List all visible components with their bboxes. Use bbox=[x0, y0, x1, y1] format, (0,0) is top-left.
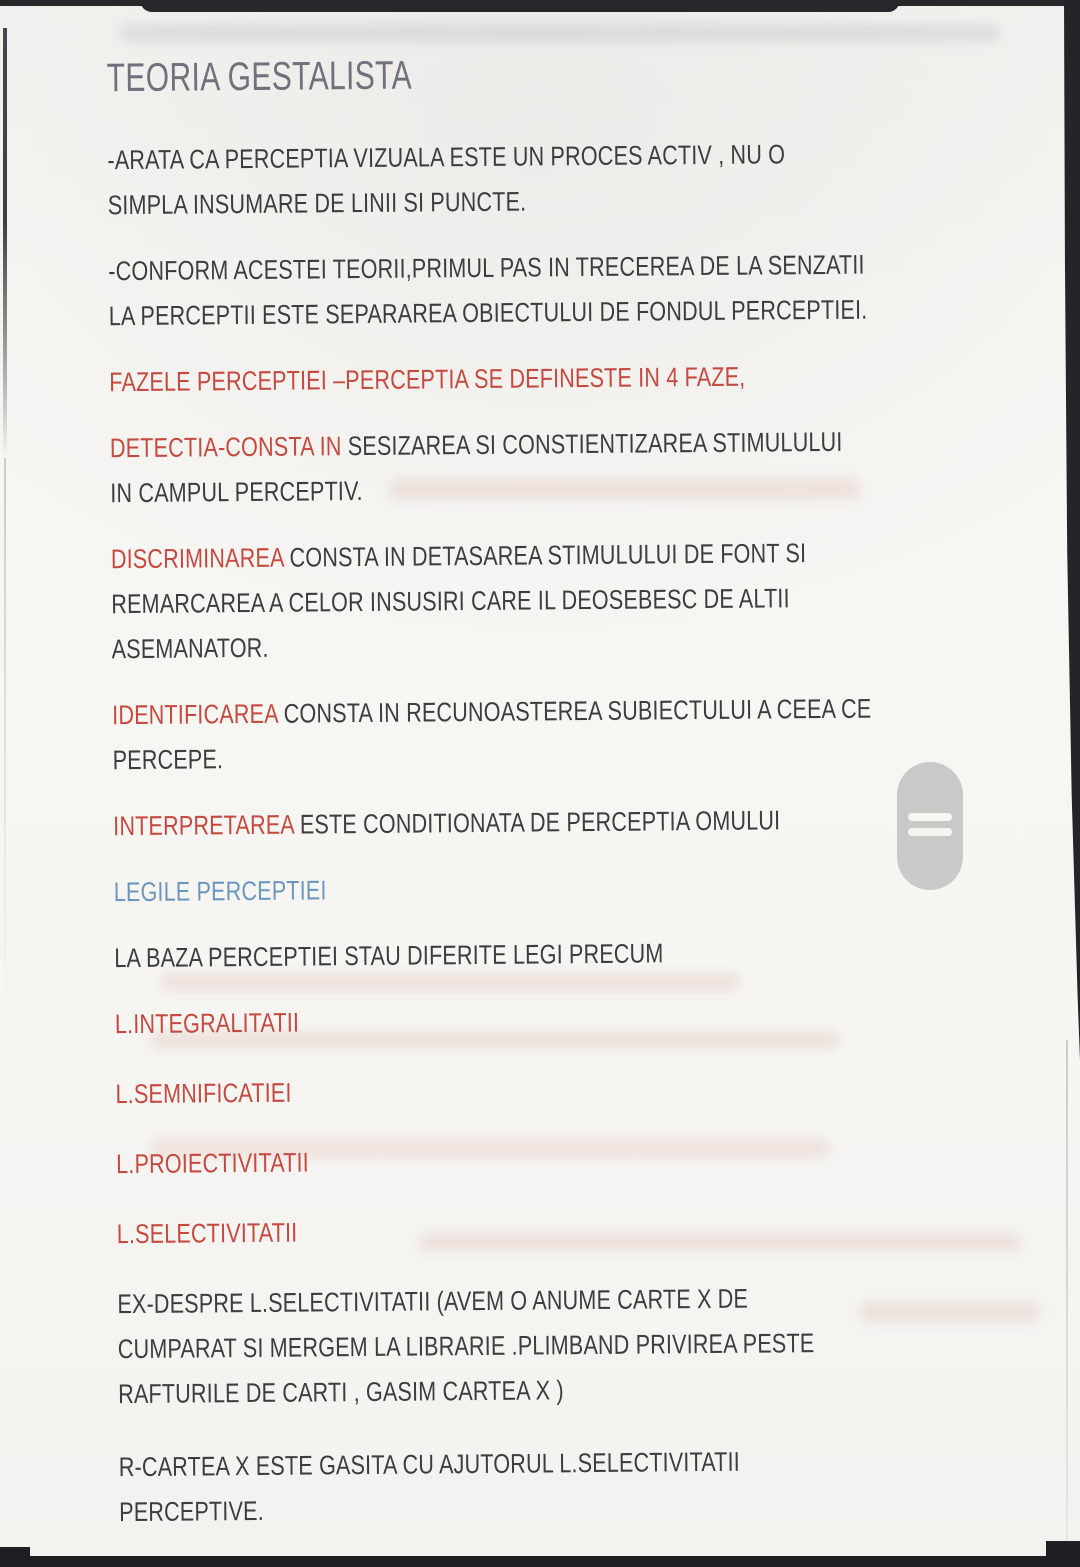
drag-handle-icon bbox=[908, 828, 952, 836]
paragraph bbox=[115, 1064, 1075, 1117]
document-title: TEORIA GESTALISTA bbox=[106, 53, 413, 101]
paragraph bbox=[117, 1204, 1077, 1257]
text-line bbox=[108, 177, 876, 229]
text-line bbox=[111, 620, 879, 672]
paragraph bbox=[117, 1274, 1078, 1417]
text-line bbox=[114, 863, 882, 915]
text-segment: L.PROIECTIVITATII bbox=[116, 1147, 310, 1180]
text-segment: -ARATA CA PERCEPTIA VIZUALA ESTE UN PROCES ACTIV , NU O bbox=[107, 139, 786, 176]
text-segment: DISCRIMINAREA bbox=[110, 542, 290, 575]
text-line bbox=[112, 686, 880, 738]
text-segment: L.SELECTIVITATII bbox=[116, 1217, 298, 1250]
text-line bbox=[111, 575, 879, 627]
text-line bbox=[107, 132, 875, 184]
paragraph bbox=[108, 241, 1069, 339]
text-line bbox=[110, 420, 878, 472]
text-line bbox=[115, 1065, 883, 1117]
text-line bbox=[119, 1483, 887, 1535]
text-segment: INTERPRETAREA bbox=[113, 809, 301, 842]
scroll-handle[interactable] bbox=[897, 762, 963, 890]
paragraph bbox=[107, 130, 1068, 228]
paragraph bbox=[115, 994, 1075, 1047]
paragraph bbox=[119, 1437, 1080, 1535]
text-segment: SESIZAREA SI CONSTIENTIZAREA STIMULULUI bbox=[347, 426, 843, 462]
text-segment: RAFTURILE DE CARTI , GASIM CARTEA X ) bbox=[118, 1375, 564, 1410]
paragraph bbox=[111, 529, 1072, 672]
text-segment: SIMPLA INSUMARE DE LINII SI PUNCTE. bbox=[107, 186, 527, 221]
text-line bbox=[112, 731, 880, 783]
paragraph bbox=[109, 352, 1069, 405]
text-segment: LEGILE PERCEPTIEI bbox=[113, 875, 327, 908]
text-line bbox=[110, 464, 878, 516]
drag-handle-icon bbox=[908, 813, 952, 821]
text-line bbox=[117, 1205, 885, 1257]
text-segment: IDENTIFICAREA bbox=[112, 698, 284, 731]
paragraph bbox=[114, 928, 1074, 981]
paragraph bbox=[116, 1134, 1076, 1187]
text-line bbox=[109, 354, 877, 406]
text-segment: LA PERCEPTII ESTE SEPARAREA OBIECTULUI DE FONDUL PERCEPTIEI. bbox=[108, 294, 868, 332]
text-line bbox=[116, 1135, 884, 1187]
paragraph bbox=[110, 418, 1071, 516]
text-line bbox=[113, 797, 881, 849]
text-segment: EX-DESPRE L.SELECTIVITATII (AVEM O ANUME CARTE X DE bbox=[117, 1283, 749, 1320]
text-segment: CONSTA IN DETASAREA STIMULULUI DE FONT SI bbox=[289, 538, 807, 573]
text-line bbox=[115, 995, 883, 1047]
text-segment: DETECTIA-CONSTA IN bbox=[109, 431, 348, 464]
text-segment: IN CAMPUL PERCEPTIV. bbox=[110, 475, 363, 509]
text-segment: -CONFORM ACESTEI TEORII,PRIMUL PAS IN TRECEREA DE LA SENZATII bbox=[108, 249, 865, 287]
text-segment: L.INTEGRALITATII bbox=[114, 1007, 300, 1040]
text-line bbox=[114, 929, 882, 981]
text-line bbox=[118, 1365, 886, 1417]
text-line bbox=[118, 1320, 886, 1372]
text-segment: PERCEPE. bbox=[112, 744, 224, 776]
text-segment: FAZELE PERCEPTIEI –PERCEPTIA SE DEFINESTE IN 4 FAZE, bbox=[109, 361, 746, 398]
text-line bbox=[111, 530, 879, 582]
text-line bbox=[109, 288, 877, 340]
text-segment: R-CARTEA X ESTE GASITA CU AJUTORUL L.SELECTIVITATII bbox=[118, 1446, 741, 1483]
text-line bbox=[119, 1438, 887, 1490]
text-line bbox=[108, 243, 876, 295]
text-segment: ESTE CONDITIONATA DE PERCEPTIA OMULUI bbox=[299, 805, 781, 840]
text-segment: CUMPARAT SI MERGEM LA LIBRARIE .PLIMBAND PRIVIREA PESTE bbox=[117, 1328, 815, 1365]
text-segment: ASEMANATOR. bbox=[111, 632, 269, 665]
bleed-through-smudge bbox=[120, 24, 1000, 42]
text-segment: REMARCAREA A CELOR INSUSIRI CARE IL DEOSEBESC DE ALTII bbox=[111, 583, 790, 620]
text-segment: L.SEMNIFICATIEI bbox=[115, 1077, 292, 1110]
text-line bbox=[117, 1275, 885, 1327]
text-segment: CONSTA IN RECUNOASTEREA SUBIECTULUI A CEEA CE bbox=[283, 693, 872, 729]
text-segment: LA BAZA PERCEPTIEI STAU DIFERITE LEGI PRECUM bbox=[114, 938, 664, 974]
text-segment: PERCEPTIVE. bbox=[119, 1495, 264, 1528]
